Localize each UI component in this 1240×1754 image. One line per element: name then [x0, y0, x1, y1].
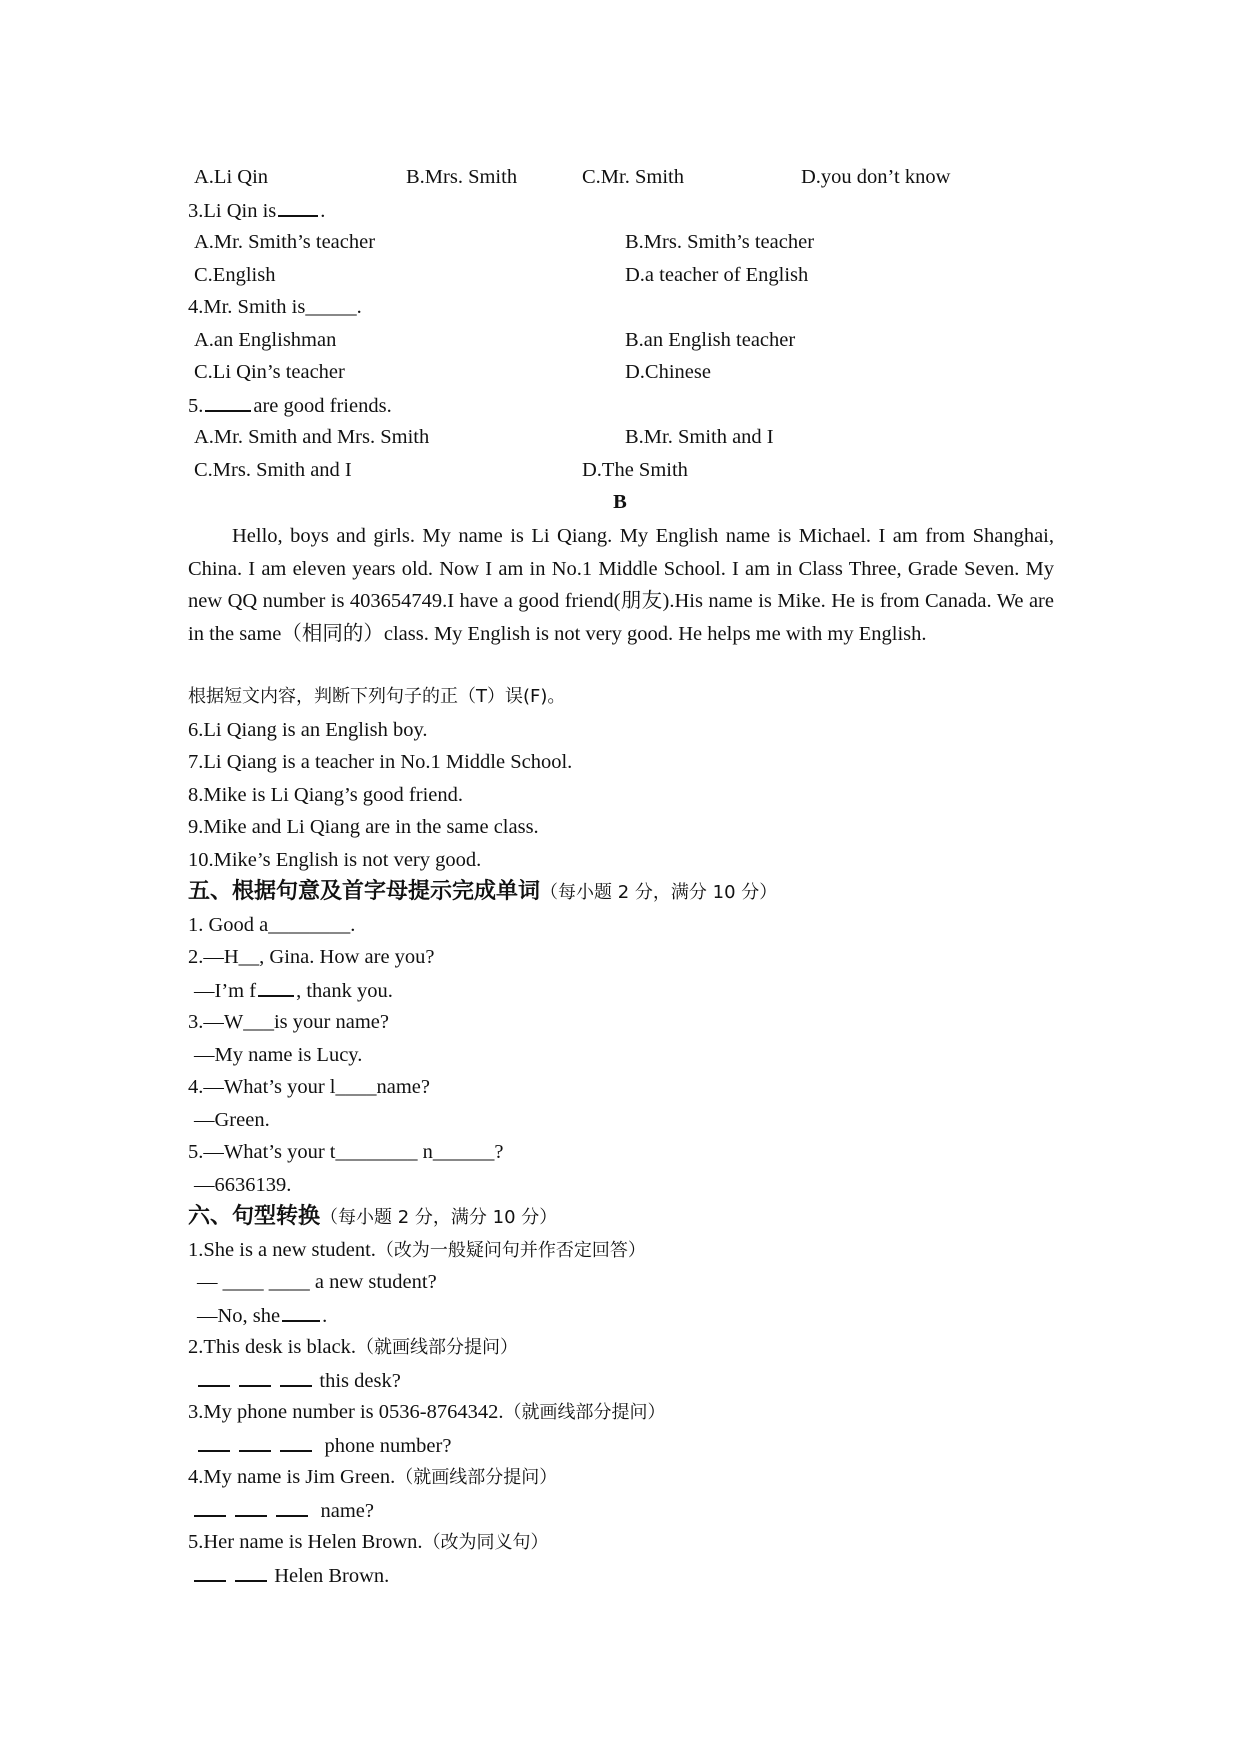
s6-item-3-hint: （就画线部分提问）	[503, 1402, 666, 1423]
answer-blank	[198, 1432, 230, 1452]
q5-option-b: B.Mr. Smith and I	[625, 426, 774, 448]
section-5-title: 五、根据句意及首字母提示完成单词	[188, 879, 541, 904]
s6-item-5	[188, 1529, 549, 1556]
section-5-heading	[188, 879, 777, 906]
statement-7: 7.Li Qiang is a teacher in No.1 Middle School.	[188, 751, 573, 773]
answer-blank	[235, 1497, 267, 1517]
answer-blank	[282, 1302, 320, 1322]
q4-stem: 4.Mr. Smith is_____.	[188, 296, 362, 318]
q2-option-b: B.Mrs. Smith	[406, 166, 518, 188]
q2-option-d: D.you don’t know	[801, 166, 951, 188]
section-6-note: （每小题 2 分，满分 10 分）	[320, 1207, 558, 1228]
q3-option-b: B.Mrs. Smith’s teacher	[625, 231, 815, 253]
answer-blank	[280, 1432, 312, 1452]
s6-answer-b-end: .	[322, 1305, 328, 1327]
answer-blank	[276, 1497, 308, 1517]
answer-blank	[258, 977, 294, 997]
section-b-label: B	[613, 491, 627, 513]
s5-line-3: 3.—W___is your name?	[188, 1011, 389, 1033]
section-5-note: （每小题 2 分，满分 10 分）	[540, 882, 778, 903]
s5-line-2: 2.—H__, Gina. How are you?	[188, 946, 435, 968]
q5-option-d: D.The Smith	[582, 459, 688, 481]
s6-item-1	[188, 1237, 646, 1264]
s6-answer-b-start: —No, she	[197, 1305, 281, 1327]
s6-item-1-answer-b	[197, 1302, 327, 1329]
answer-blank	[194, 1497, 226, 1517]
s6-item-4-question: 4.My name is Jim Green.	[188, 1466, 396, 1488]
q4-option-b: B.an English teacher	[625, 329, 796, 351]
statement-9: 9.Mike and Li Qiang are in the same class.	[188, 816, 539, 838]
q3-stem	[188, 197, 325, 224]
q4-option-d: D.Chinese	[625, 361, 711, 383]
q4-option-a: A.an Englishman	[194, 329, 337, 351]
q5-stem-text: are good friends.	[253, 395, 392, 417]
s6-item-5-hint: （改为同义句）	[422, 1532, 549, 1553]
s6-item-5-question: 5.Her name is Helen Brown.	[188, 1531, 423, 1553]
s6-item-4-tail: name?	[320, 1500, 374, 1522]
section-b-instruction: 根据短文内容，判断下列句子的正（T）误(F)。	[188, 686, 566, 707]
s5-line-4: 4.—What’s your l____name?	[188, 1076, 430, 1098]
s6-item-3-question: 3.My phone number is 0536-8764342.	[188, 1401, 504, 1423]
s6-item-2-hint: （就画线部分提问）	[355, 1337, 518, 1358]
answer-blank	[205, 392, 251, 412]
s6-item-4	[188, 1464, 557, 1491]
s5-line-5: 5.—What’s your t________ n______?	[188, 1141, 504, 1163]
s5-reply-start: —I’m f	[194, 980, 257, 1002]
s6-item-2	[188, 1334, 518, 1361]
section-6-heading	[188, 1204, 557, 1231]
answer-blank	[235, 1562, 267, 1582]
q4-option-c: C.Li Qin’s teacher	[194, 361, 345, 383]
s6-item-4-hint: （就画线部分提问）	[395, 1467, 558, 1488]
s5-line-2-reply	[194, 977, 393, 1004]
s6-item-4-answer	[192, 1497, 374, 1524]
s6-item-2-tail: this desk?	[319, 1370, 401, 1392]
s6-item-2-answer	[196, 1367, 401, 1394]
q2-option-a: A.Li Qin	[194, 166, 269, 188]
answer-blank	[194, 1562, 226, 1582]
q2-option-c: C.Mr. Smith	[582, 166, 684, 188]
answer-blank	[280, 1367, 312, 1387]
s5-line-4-reply: —Green.	[194, 1109, 270, 1131]
statement-8: 8.Mike is Li Qiang’s good friend.	[188, 784, 464, 806]
section-b-passage: Hello, boys and girls. My name is Li Qiang. My English name is Michael. I am from Shanghai, China. I am eleven years old. Now I am in No.1 Middle School. I am in Class Three, Grade Seven. My new QQ number is 403654749.I have a good friend(朋友).His name is Mike. He is from Canada. We are in the same（相同的）class. My English is not very good. He helps me with my English.	[188, 525, 1054, 645]
s6-item-5-answer	[192, 1562, 389, 1589]
q5-option-a: A.Mr. Smith and Mrs. Smith	[194, 426, 430, 448]
s6-item-3	[188, 1399, 665, 1426]
s5-reply-end: , thank you.	[296, 980, 393, 1002]
s6-item-1-question: 1.She is a new student.	[188, 1239, 376, 1261]
section-6-title: 六、句型转换	[188, 1204, 321, 1229]
s6-item-1-answer-a: — ____ ____ a new student?	[197, 1271, 437, 1293]
q5-stem	[188, 392, 392, 419]
q5-stem-number: 5.	[188, 395, 204, 417]
statement-6: 6.Li Qiang is an English boy.	[188, 719, 428, 741]
statement-10: 10.Mike’s English is not very good.	[188, 849, 482, 871]
q3-stem-text: 3.Li Qin is	[188, 200, 277, 222]
s5-line-3-reply: —My name is Lucy.	[194, 1044, 363, 1066]
q3-option-d: D.a teacher of English	[625, 264, 809, 286]
s5-line-1: 1. Good a________.	[188, 914, 356, 936]
s6-item-1-hint: （改为一般疑问句并作否定回答）	[375, 1240, 646, 1261]
s5-line-5-reply: —6636139.	[194, 1174, 292, 1196]
s6-item-3-answer	[196, 1432, 451, 1459]
answer-blank	[239, 1367, 271, 1387]
answer-blank	[239, 1432, 271, 1452]
q3-option-c: C.English	[194, 264, 276, 286]
q5-option-c: C.Mrs. Smith and I	[194, 459, 352, 481]
s6-item-3-tail: phone number?	[324, 1435, 452, 1457]
s6-item-5-tail: Helen Brown.	[274, 1565, 390, 1587]
q3-stem-end: .	[320, 200, 326, 222]
q3-option-a: A.Mr. Smith’s teacher	[194, 231, 376, 253]
answer-blank	[198, 1367, 230, 1387]
s6-item-2-question: 2.This desk is black.	[188, 1336, 356, 1358]
answer-blank	[278, 197, 318, 217]
